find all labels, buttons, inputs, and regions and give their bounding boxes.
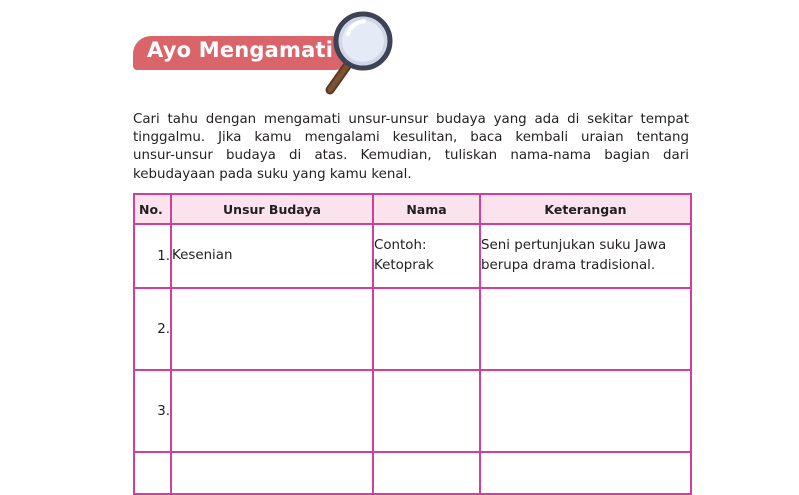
row-number: 3. (134, 370, 171, 452)
unsur-budaya-cell[interactable] (171, 288, 373, 370)
instruction-line: tinggalmu. Jika kamu mengalami kesulitan, baca kembali uraian tentang (133, 130, 689, 146)
header-keterangan: Keterangan (480, 194, 691, 224)
unsur-budaya-cell: Kesenian (171, 224, 373, 288)
unsur-budaya-cell[interactable] (171, 370, 373, 452)
row-number: 2. (134, 288, 171, 370)
keterangan-cell (480, 224, 691, 288)
nama-cell[interactable] (373, 452, 480, 494)
nama-cell (373, 224, 480, 288)
nama-cell[interactable] (373, 370, 480, 452)
keterangan-cell[interactable] (480, 370, 691, 452)
magnifying-glass-icon (318, 8, 398, 98)
keterangan-line: Seni pertunjukan suku Jawa (481, 238, 667, 253)
instruction-line: kebudayaan pada suku yang kamu kenal. (133, 166, 412, 182)
keterangan-line: berupa drama tradisional. (481, 258, 656, 273)
row-number (134, 452, 171, 494)
row-number: 1. (134, 224, 171, 288)
instruction-paragraph (133, 111, 689, 184)
header-unsur-budaya: Unsur Budaya (171, 194, 373, 224)
keterangan-cell[interactable] (480, 452, 691, 494)
nama-cell[interactable] (373, 288, 480, 370)
header-nama: Nama (373, 194, 480, 224)
table-row (134, 452, 691, 494)
instruction-line: Cari tahu dengan mengamati unsur-unsur budaya yang ada di sekitar tempat (133, 112, 689, 127)
table-row (134, 370, 691, 452)
table-header-row (134, 194, 691, 224)
instruction-line: unsur-unsur budaya di atas. Kemudian, tuliskan nama-nama bagian dari (133, 148, 689, 164)
keterangan-cell[interactable] (480, 288, 691, 370)
table-row (134, 288, 691, 370)
observation-table (133, 193, 692, 495)
table-row (134, 224, 691, 288)
header-no: No. (134, 194, 171, 224)
nama-line: Contoh: (374, 238, 427, 253)
section-title: Ayo Mengamati (147, 38, 334, 62)
nama-line: Ketoprak (374, 258, 434, 273)
unsur-budaya-cell[interactable] (171, 452, 373, 494)
